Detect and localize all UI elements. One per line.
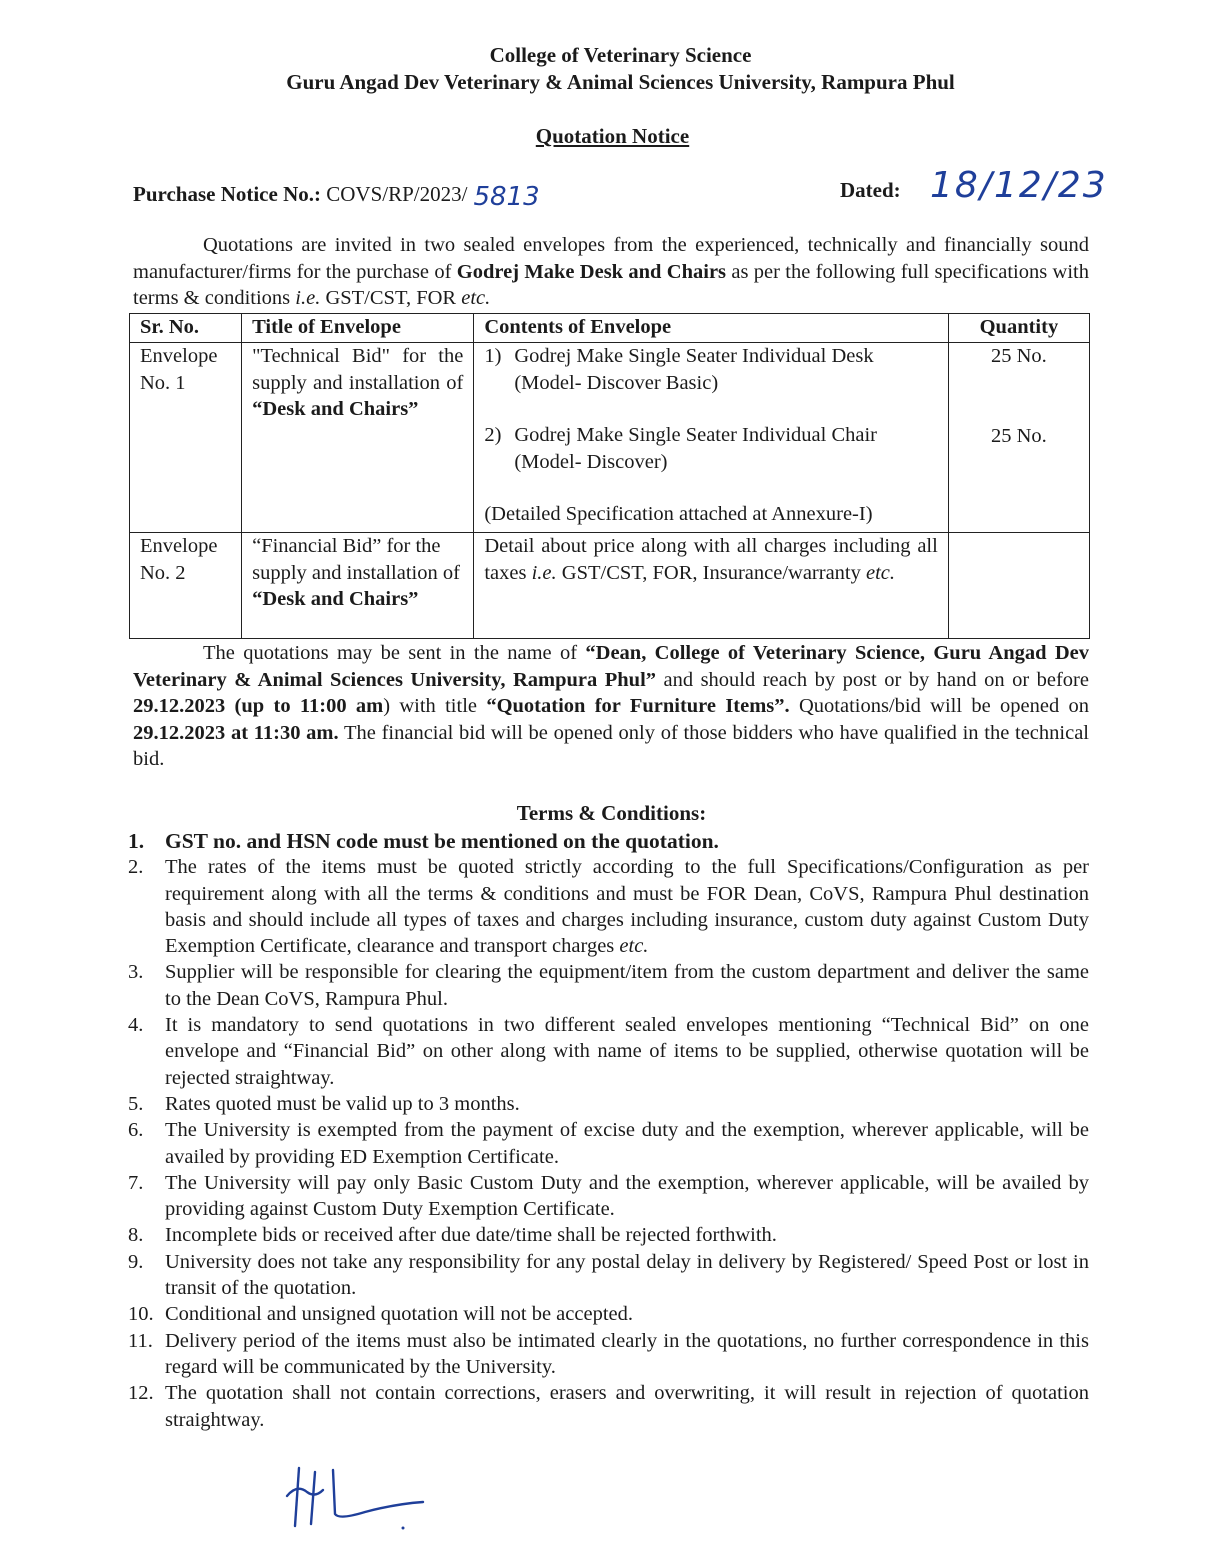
- envelope-1-quantity: 25 No. 25 No.: [948, 343, 1089, 533]
- college-name: College of Veterinary Science: [489, 43, 752, 67]
- notice-title: Quotation Notice: [535, 124, 690, 148]
- header-quantity: Quantity: [948, 314, 1089, 343]
- list-item: 11. Delivery period of the items must also be intimated clearly in the quotations, no further correspondence in this regard will be communicated by the University.: [128, 1329, 1089, 1378]
- terms-list: [128, 828, 1089, 1433]
- handwritten-signature: [285, 1462, 435, 1532]
- header-title: Title of Envelope: [242, 314, 474, 343]
- envelope-1-title: "Technical Bid" for the supply and installation of “Desk and Chairs”: [242, 343, 474, 533]
- annexure-note: (Detailed Specification attached at Annexure-I): [484, 503, 873, 525]
- dated-label: Dated:: [840, 178, 901, 202]
- envelope-2-sr: Envelope No. 2: [130, 533, 242, 639]
- table-row: [130, 533, 1090, 639]
- purchase-notice-prefix: COVS/RP/2023/: [326, 182, 468, 206]
- envelope-1-sr: Envelope No. 1: [130, 343, 242, 533]
- list-item: 1. GST no. and HSN code must be mentioned on the quotation.: [128, 829, 719, 853]
- list-item: 10. Conditional and unsigned quotation will not be accepted.: [128, 1303, 633, 1326]
- list-item: 4. It is mandatory to send quotations in two different sealed envelopes mentioning “Technical Bid” on one envelope and “Financial Bid” on other along with name of items to be supplied, otherwise quotation will be rejected straightway.: [128, 1014, 1089, 1089]
- envelope-1-contents: [474, 343, 948, 533]
- list-item: 6. The University is exempted from the payment of excise duty and the exemption, wherever applicable, will be availed by providing ED Exemption Certificate.: [128, 1119, 1089, 1168]
- purchase-notice-number: [133, 178, 540, 212]
- table-row: [130, 343, 1090, 533]
- closing-paragraph: The quotations may be sent in the name of “Dean, College of Veterinary Science, Guru Angad Dev Veterinary & Animal Sciences University, Rampura Phul” and should reach by post or by hand on or before 29.12.2023 (up to 11:00 am) with title “Quotation for Furniture Items”. Quotations/bid will be opened on 29.12.2023 at 11:30 am. The financial bid will be opened only of those bidders who have qualified in the technical bid.: [133, 642, 1089, 770]
- handwritten-notice-number: 5813: [473, 182, 540, 212]
- envelope-table: [129, 313, 1090, 639]
- terms-title: Terms & Conditions:: [516, 801, 707, 825]
- header-sr-no: Sr. No.: [130, 314, 242, 343]
- envelope-2-contents: Detail about price along with all charges including all taxes i.e. GST/CST, FOR, Insurance/warranty etc.: [474, 533, 948, 639]
- table-header-row: [130, 314, 1090, 343]
- list-item: 2) Godrej Make Single Seater Individual Chair (Model- Discover): [484, 424, 877, 473]
- envelope-2-title: “Financial Bid” for the supply and installation of “Desk and Chairs”: [242, 533, 474, 639]
- list-item: 7. The University will pay only Basic Custom Duty and the exemption, wherever applicable, will be availed by providing against Custom Duty Exemption Certificate.: [128, 1171, 1089, 1221]
- list-item: 12. The quotation shall not contain corrections, erasers and overwriting, it will result in rejection of quotation straightway.: [128, 1382, 1089, 1431]
- list-item: 3. Supplier will be responsible for clearing the equipment/item from the custom department and deliver the same to the Dean CoVS, Rampura Phul.: [128, 961, 1089, 1010]
- envelope-2-quantity: [948, 533, 1089, 639]
- purchase-notice-label: Purchase Notice No.:: [133, 182, 321, 206]
- list-item: 1) Godrej Make Single Seater Individual Desk (Model- Discover Basic): [484, 345, 874, 394]
- list-item: 5. Rates quoted must be valid up to 3 months.: [128, 1092, 520, 1115]
- list-item: 2. The rates of the items must be quoted strictly according to the full Specifications/Configuration as per requirement along with all the terms & conditions and must be FOR Dean, CoVS, Rampura Phul destination basis and should include all types of taxes and charges including insurance, custom duty against Custom Duty Exemption Certificate, clearance and transport charges etc.: [128, 856, 1089, 958]
- header-contents: Contents of Envelope: [474, 314, 948, 343]
- list-item: 9. University does not take any responsibility for any postal delay in delivery by Registered/ Speed Post or lost in transit of the quotation.: [128, 1250, 1089, 1300]
- intro-paragraph: Quotations are invited in two sealed envelopes from the experienced, technically and financially sound manufacturer/firms for the purchase of Godrej Make Desk and Chairs as per the following full specifications with terms & conditions i.e. GST/CST, FOR etc.: [133, 234, 1089, 309]
- university-name: Guru Angad Dev Veterinary & Animal Sciences University, Rampura Phul: [286, 70, 955, 94]
- handwritten-date: 18/12/23: [930, 165, 1108, 206]
- list-item: 8. Incomplete bids or received after due date/time shall be rejected forthwith.: [128, 1224, 777, 1247]
